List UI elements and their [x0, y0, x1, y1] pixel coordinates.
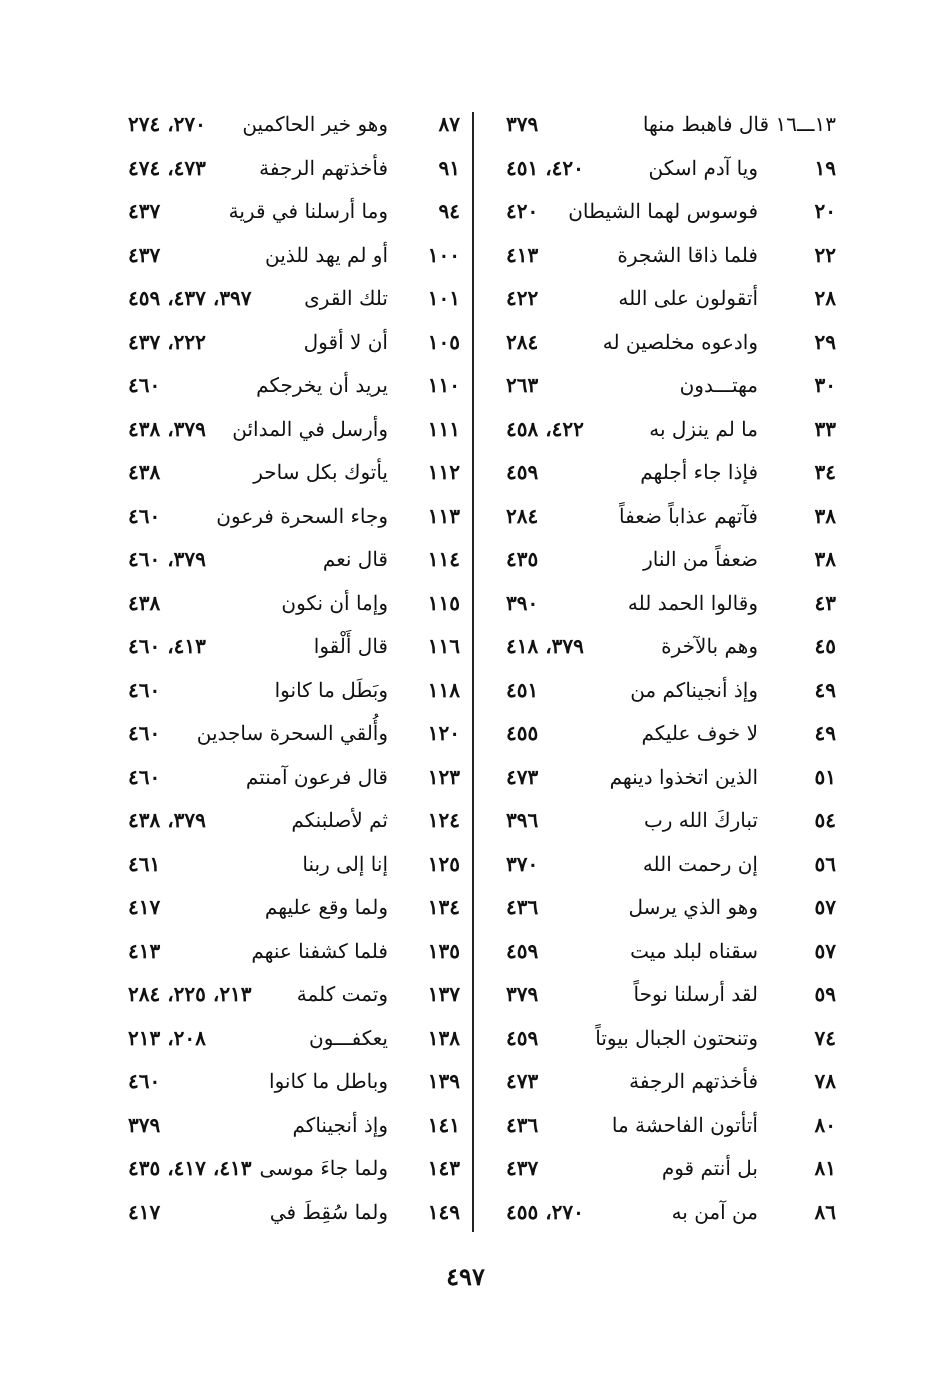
- index-row: [486, 1149, 836, 1193]
- index-row: [120, 584, 460, 628]
- index-row: [486, 540, 836, 584]
- index-row: [120, 236, 460, 280]
- verse-phrase: وباطل ما كانوا: [269, 1069, 388, 1093]
- index-row: [120, 671, 460, 715]
- page-refs: ٤١٣، ٤٦٠: [128, 634, 206, 658]
- index-row: [120, 149, 460, 193]
- index-row: [120, 1193, 460, 1237]
- verse-number: ١٣٩: [427, 1069, 460, 1093]
- page-refs: ٢٦٣: [506, 373, 539, 397]
- page-number: ٤٩٧: [446, 1262, 485, 1291]
- verse-phrase: مهتـــدون: [679, 373, 758, 397]
- index-row: [486, 845, 836, 889]
- verse-phrase: ولما جاءَ موسى: [259, 1156, 388, 1180]
- page-refs: ٤٣٨: [128, 590, 161, 615]
- verse-phrase: وادعوه مخلصين له: [602, 329, 758, 354]
- page-refs: ٤٣٧: [128, 199, 161, 223]
- verse-number: ٩١: [438, 155, 460, 180]
- verse-number: ٥٤: [814, 808, 836, 832]
- page-refs: ٤٢٢: [506, 286, 539, 310]
- index-column-right: [486, 105, 836, 1236]
- page-refs: ٤٥١: [506, 677, 539, 702]
- verse-number: ١٣٧: [427, 982, 460, 1006]
- verse-number: ٢٢: [814, 242, 836, 267]
- verse-phrase: وتمت كلمة: [296, 982, 388, 1006]
- verse-phrase: وإذ أنجيناكم من: [630, 677, 758, 702]
- page-refs: ٤٥٩: [506, 460, 539, 484]
- verse-number: ١٠٠: [427, 242, 460, 267]
- verse-phrase: ما لم ينزل به: [649, 416, 758, 441]
- verse-phrase: يعكفـــون: [309, 1025, 388, 1050]
- page-refs: ٣٧٩، ٤١٨: [506, 634, 584, 658]
- verse-number: ٨٠: [814, 1112, 836, 1137]
- page-refs: ٤٦٠: [128, 721, 161, 745]
- page-refs: ٤٣٧: [128, 242, 161, 267]
- verse-number: ١١٤: [427, 547, 460, 571]
- verse-number: ١٠١: [427, 286, 460, 310]
- verse-phrase: قال فرعون آمنتم: [245, 764, 388, 789]
- index-row: [486, 366, 836, 410]
- verse-number: ٣٨: [814, 547, 836, 571]
- verse-number: ٤٩: [814, 721, 836, 745]
- verse-phrase: قال نعم: [322, 547, 388, 571]
- page-refs: ٣٩٦: [506, 808, 539, 832]
- column-divider: [472, 112, 474, 1232]
- verse-number: ٣٨: [814, 503, 836, 528]
- verse-number: ٥٧: [814, 938, 836, 963]
- verse-number: ٢٩: [814, 329, 836, 354]
- verse-number: ١٣٥: [427, 938, 460, 963]
- index-row: [486, 453, 836, 497]
- verse-number: ١٤٣: [427, 1156, 460, 1180]
- index-row: [120, 453, 460, 497]
- verse-phrase: فإذا جاء أجلهم: [640, 460, 758, 484]
- index-row: [486, 714, 836, 758]
- index-row: [120, 888, 460, 932]
- index-row: [486, 1062, 836, 1106]
- page-refs: ٤٥٩: [506, 938, 539, 963]
- verse-phrase: وتنحتون الجبال بيوتاً: [595, 1025, 758, 1050]
- verse-phrase: وأُلقي السحرة ساجدين: [196, 721, 388, 745]
- page-refs: ٤٥٥: [506, 721, 539, 745]
- verse-number: ١٩: [814, 155, 836, 180]
- index-row: [120, 714, 460, 758]
- index-row: [486, 1193, 836, 1237]
- index-row: [486, 105, 836, 149]
- index-row: [120, 932, 460, 976]
- verse-phrase: وهو الذي يرسل: [628, 895, 758, 919]
- index-row: [486, 671, 836, 715]
- page-refs: ٤٦٠: [128, 503, 161, 528]
- page-refs: ٣٩٧، ٤٣٧، ٤٥٩: [128, 286, 252, 310]
- index-row: [120, 105, 460, 149]
- index-row: [120, 801, 460, 845]
- index-row: [120, 410, 460, 454]
- verse-phrase: سقناه لبلد ميت: [630, 938, 758, 963]
- page-refs: ٣٧٠: [506, 851, 539, 876]
- verse-number: ١٢٤: [427, 808, 460, 832]
- page-refs: ٤٣٥: [506, 547, 539, 571]
- page-refs: ٣٧٩: [128, 1112, 161, 1137]
- verse-phrase: وإما أن نكون: [281, 590, 388, 615]
- index-row: [120, 497, 460, 541]
- index-row: [486, 410, 836, 454]
- index-row: [120, 1062, 460, 1106]
- verse-number: ١٢٣: [427, 764, 460, 789]
- verse-phrase: وهو خير الحاكمين: [242, 112, 388, 136]
- index-row: [486, 1106, 836, 1150]
- verse-number: ٤٥: [814, 634, 836, 658]
- page-refs: ٤٦٠: [128, 1069, 161, 1093]
- verse-phrase: بل أنتم قوم: [661, 1156, 758, 1180]
- page-refs: ٣٩٠: [506, 590, 539, 615]
- index-row: [120, 540, 460, 584]
- page-refs: ٣٧٩: [506, 982, 539, 1006]
- verse-number: ٩٤: [438, 199, 460, 223]
- page-refs: ٤٣٨: [128, 460, 161, 484]
- index-row: [486, 236, 836, 280]
- verse-phrase: وهم بالآخرة: [661, 634, 758, 658]
- index-row: [486, 279, 836, 323]
- verse-number: ١٠٥: [427, 329, 460, 354]
- verse-phrase: ضعفاً من النار: [643, 547, 758, 571]
- verse-phrase: ثم لأصلبنكم: [291, 808, 388, 832]
- page-refs: ٢٢٢، ٤٣٧: [128, 329, 206, 354]
- index-row: [486, 323, 836, 367]
- page-refs: ٢٨٤: [506, 329, 539, 354]
- index-row: [120, 758, 460, 802]
- index-row: [120, 845, 460, 889]
- verse-number: ٤٣: [814, 590, 836, 615]
- index-row: [486, 758, 836, 802]
- verse-number: ١٢٥: [427, 851, 460, 876]
- verse-number: ٢٠: [814, 199, 836, 223]
- verse-number: ١٤٩: [427, 1199, 460, 1224]
- index-row: [120, 1149, 460, 1193]
- verse-phrase: يأتوك بكل ساحر: [253, 460, 388, 484]
- verse-number: ٥١: [814, 764, 836, 789]
- page-refs: ٢٧٠، ٢٧٤: [128, 112, 206, 136]
- verse-phrase: تلك القرى: [304, 286, 388, 310]
- verse-phrase: الذين اتخذوا دينهم: [609, 764, 758, 789]
- index-row: [120, 1019, 460, 1063]
- page-refs: ٤١٣، ٤١٧، ٤٣٥: [128, 1156, 252, 1180]
- index-row: [486, 584, 836, 628]
- page-refs: ٤٣٦: [506, 1112, 539, 1137]
- verse-number: ٢٨: [814, 286, 836, 310]
- index-row: [120, 279, 460, 323]
- verse-phrase: وجاء السحرة فرعون: [216, 503, 388, 528]
- verse-number: ٥٧: [814, 895, 836, 919]
- verse-number: ١١١: [427, 416, 460, 441]
- verse-number: ٥٩: [814, 982, 836, 1006]
- verse-phrase: أتأتون الفاحشة ما: [611, 1112, 758, 1137]
- verse-number: ٧٨: [814, 1069, 836, 1093]
- verse-phrase: ولما وقع عليهم: [264, 895, 388, 919]
- verse-phrase: قال أَلْقوا: [313, 634, 388, 658]
- verse-number: ١١٢: [427, 460, 460, 484]
- verse-phrase: أتقولون على الله: [618, 286, 758, 310]
- page-refs: ٤١٣: [128, 938, 161, 963]
- page-refs: ٣٧٩، ٤٦٠: [128, 547, 206, 571]
- page-refs: ٤٢٠: [506, 199, 539, 223]
- verse-phrase: فلما ذاقا الشجرة: [617, 242, 758, 267]
- verse-phrase: تباركَ الله رب: [643, 808, 758, 832]
- index-row: [486, 497, 836, 541]
- verse-phrase: يريد أن يخرجكم: [256, 373, 388, 397]
- verse-phrase: لقد أرسلنا نوحاً: [633, 982, 758, 1006]
- verse-phrase: لا خوف عليكم: [641, 721, 758, 745]
- verse-phrase: وأرسل في المدائن: [232, 416, 388, 441]
- verse-phrase: ١٣ـــ١٦ قال فاهبط منها: [642, 112, 836, 136]
- index-row: [486, 1019, 836, 1063]
- verse-phrase: ولما سُقِطَ في: [269, 1199, 388, 1224]
- verse-phrase: أن لا أقول: [303, 329, 388, 354]
- page-refs: ٤١٧: [128, 895, 161, 919]
- verse-number: ١١٣: [427, 503, 460, 528]
- index-row: [486, 149, 836, 193]
- verse-phrase: فلما كشفنا عنهم: [251, 938, 388, 963]
- index-row: [486, 975, 836, 1019]
- verse-number: ١٢٠: [427, 721, 460, 745]
- index-row: [486, 932, 836, 976]
- page-refs: ٤٦٠: [128, 373, 161, 397]
- page-refs: ٣٧٩، ٤٣٨: [128, 808, 206, 832]
- index-column-left: [120, 105, 460, 1236]
- verse-number: ١١٦: [427, 634, 460, 658]
- page-refs: ٤٦٠: [128, 764, 161, 789]
- verse-phrase: أو لم يهد للذين: [265, 242, 388, 267]
- page-refs: ٤٢٢، ٤٥٨: [506, 416, 584, 441]
- page-refs: ٤٦١: [128, 851, 161, 876]
- page-refs: ٢٠٨، ٢١٣: [128, 1025, 206, 1050]
- page-refs: ٢١٣، ٢٢٥، ٢٨٤: [128, 982, 252, 1006]
- verse-phrase: فوسوس لهما الشيطان: [568, 199, 758, 223]
- page-refs: ٣٧٩: [506, 112, 539, 136]
- verse-number: ١١٨: [427, 677, 460, 702]
- index-row: [120, 627, 460, 671]
- verse-number: ٣٤: [814, 460, 836, 484]
- page-refs: ٣٧٩، ٤٣٨: [128, 416, 206, 441]
- verse-phrase: وإذ أنجيناكم: [292, 1112, 388, 1137]
- page-refs: ٤٥٩: [506, 1025, 539, 1050]
- verse-phrase: وما أرسلنا في قرية: [228, 199, 388, 223]
- index-row: [120, 323, 460, 367]
- index-row: [120, 366, 460, 410]
- verse-number: ١١٠: [427, 373, 460, 397]
- verse-phrase: فأخذتهم الرجفة: [259, 155, 388, 180]
- verse-number: ٨٧: [438, 112, 460, 136]
- verse-phrase: فأخذتهم الرجفة: [629, 1069, 758, 1093]
- verse-number: ٨١: [814, 1156, 836, 1180]
- verse-number: ٨٦: [814, 1199, 836, 1224]
- page-refs: ٤٢٠، ٤٥١: [506, 155, 584, 180]
- page-refs: ٤٧٣، ٤٧٤: [128, 155, 206, 180]
- page-refs: ٤٧٣: [506, 1069, 539, 1093]
- verse-number: ٤٩: [814, 677, 836, 702]
- verse-number: ١٤١: [427, 1112, 460, 1137]
- verse-phrase: إنا إلى ربنا: [302, 851, 388, 876]
- index-row: [486, 192, 836, 236]
- page-refs: ٢٨٤: [506, 503, 539, 528]
- verse-number: ٥٦: [814, 851, 836, 876]
- index-row: [486, 888, 836, 932]
- verse-number: ٣٣: [814, 416, 836, 441]
- verse-number: ١١٥: [427, 590, 460, 615]
- page-refs: ٤٣٧: [506, 1156, 539, 1180]
- index-row: [486, 627, 836, 671]
- verse-number: ٧٤: [814, 1025, 836, 1050]
- verse-phrase: وبَطَل ما كانوا: [274, 677, 388, 702]
- page-refs: ٢٧٠، ٤٥٥: [506, 1199, 584, 1224]
- verse-phrase: ويا آدم اسكن: [648, 155, 758, 180]
- verse-number: ١٣٨: [427, 1025, 460, 1050]
- index-row: [120, 192, 460, 236]
- verse-phrase: وقالوا الحمد لله: [627, 590, 758, 615]
- verse-phrase: إن رحمت الله: [642, 851, 758, 876]
- page-refs: ٤٧٣: [506, 764, 539, 789]
- index-row: [120, 1106, 460, 1150]
- verse-number: ٣٠: [814, 373, 836, 397]
- page-refs: ٤٦٠: [128, 677, 161, 702]
- index-row: [120, 975, 460, 1019]
- verse-phrase: فآتهم عذاباً ضعفاً: [619, 503, 758, 528]
- index-row: [486, 801, 836, 845]
- verse-number: ١٣٤: [427, 895, 460, 919]
- page-refs: ٤٣٦: [506, 895, 539, 919]
- page-refs: ٤١٧: [128, 1199, 161, 1224]
- page-refs: ٤١٣: [506, 242, 539, 267]
- verse-phrase: من آمن به: [671, 1199, 758, 1224]
